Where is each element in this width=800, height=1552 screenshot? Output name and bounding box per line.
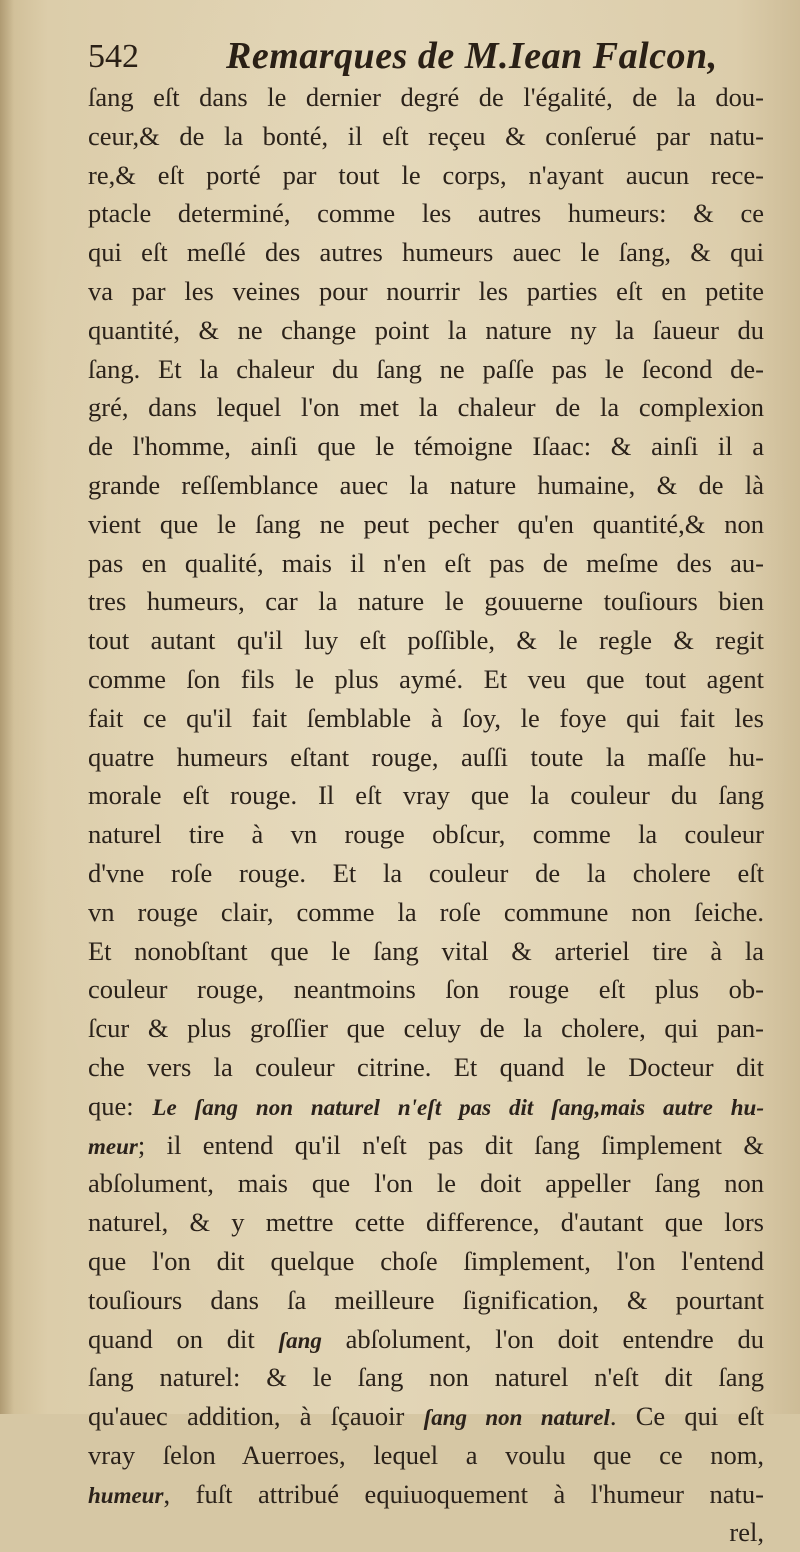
text-run: que: (88, 1090, 153, 1121)
text-line (88, 233, 764, 272)
text-run: Et nonobſtant que le ſang vital & arteriel tire à la (88, 935, 764, 966)
text-line (88, 1281, 764, 1320)
text-line (88, 505, 764, 544)
page-header (88, 28, 728, 84)
text-run: vient que le ſang ne peut pecher qu'en quantité,& non (88, 508, 764, 539)
text-line (88, 1397, 764, 1436)
text-line (88, 272, 764, 311)
text-line (88, 776, 764, 815)
text-run: abſolument, mais que l'on le doit appeller ſang non (88, 1168, 764, 1199)
text-line (88, 621, 764, 660)
text-line (88, 738, 764, 777)
text-line (88, 1048, 764, 1087)
text-line (88, 1126, 764, 1165)
running-title: Remarques de M.Iean Falcon, (226, 35, 718, 77)
text-line (88, 1203, 764, 1242)
text-run: ſang. Et la chaleur du ſang ne paſſe pas le ſecond de- (88, 353, 764, 384)
text-run: vray ſelon Auerroes, lequel a voulu que ce nom, (88, 1439, 764, 1470)
italic-text: meur (88, 1133, 138, 1159)
text-run: fait ce qu'il fait ſemblable à ſoy, le foye qui fait les (88, 702, 764, 733)
text-run: vn rouge clair, comme la roſe commune non ſeiche. (88, 896, 764, 927)
text-run: pas en qualité, mais il n'en eſt pas de meſme des au- (88, 547, 764, 578)
text-run: ſang naturel: & le ſang non naturel n'eſt dit ſang (88, 1362, 764, 1393)
text-run: re,& eſt porté par tout le corps, n'ayant aucun rece- (88, 159, 764, 190)
text-run: de l'homme, ainſi que le témoigne Iſaac: & ainſi il a (88, 431, 764, 462)
text-run: grande reſſemblance auec la nature humaine, & de là (88, 469, 764, 500)
text-run: gré, dans lequel l'on met la chaleur de la complexion (88, 392, 764, 423)
text-line (88, 194, 764, 233)
text-line (88, 78, 764, 117)
text-run: tout autant qu'il luy eſt poſſible, & le regle & regit (88, 625, 764, 656)
text-run: touſiours dans ſa meilleure ſignification, & pourtant (88, 1284, 764, 1315)
text-run: comme ſon fils le plus aymé. Et veu que tout agent (88, 663, 764, 694)
text-run: que l'on dit quelque choſe ſimplement, l'on l'entend (88, 1245, 764, 1276)
text-line (88, 582, 764, 621)
italic-text: ſang non naturel (423, 1405, 610, 1431)
text-line (88, 466, 764, 505)
text-run: d'vne roſe rouge. Et la couleur de la cholere eſt (88, 857, 764, 888)
text-line (88, 699, 764, 738)
text-run: abſolument, l'on doit entendre du (321, 1323, 764, 1354)
text-line (88, 1436, 764, 1475)
text-line (88, 932, 764, 971)
text-line (88, 350, 764, 389)
text-run: couleur rouge, neantmoins ſon rouge eſt plus ob- (88, 974, 764, 1005)
text-line (88, 156, 764, 195)
italic-text: humeur (88, 1482, 164, 1508)
text-line (88, 970, 764, 1009)
text-run: qui eſt meſlé des autres humeurs auec le ſang, & qui (88, 237, 764, 268)
text-line (88, 1164, 764, 1203)
text-line (88, 1009, 764, 1048)
text-line (88, 1320, 764, 1359)
text-run: ; il entend qu'il n'eſt pas dit ſang ſimplement & (137, 1129, 764, 1160)
body-text (88, 78, 764, 1552)
text-line (88, 311, 764, 350)
text-run: morale eſt rouge. Il eſt vray que la couleur du ſang (88, 780, 764, 811)
text-line (88, 1242, 764, 1281)
text-run: ceur,& de la bonté, il eſt reçeu & conſerué par natu- (88, 120, 764, 151)
text-line (88, 1358, 764, 1397)
page-number: 542 (88, 38, 139, 75)
text-run: ſang eſt dans le dernier degré de l'égalité, de la dou- (88, 82, 764, 112)
text-line (88, 815, 764, 854)
italic-text: ſang (278, 1327, 322, 1353)
text-run: quand on dit (88, 1323, 279, 1354)
text-run: che vers la couleur citrine. Et quand le Docteur dit (88, 1051, 764, 1082)
text-run: . Ce qui eſt (609, 1401, 765, 1432)
text-line (88, 660, 764, 699)
text-run: tres humeurs, car la nature le gouuerne touſiours bien (88, 586, 764, 617)
text-run: qu'auec addition, à ſçauoir (88, 1401, 424, 1432)
text-line (88, 854, 764, 893)
text-line (88, 893, 764, 932)
text-line (88, 388, 764, 427)
text-run: , fuſt attribué equiuoquement à l'humeur natu- (163, 1478, 764, 1509)
text-run: va par les veines pour nourrir les parties eſt en petite (88, 275, 764, 306)
text-line (88, 544, 764, 583)
text-run: quantité, & ne change point la nature ny la ſaueur du (88, 314, 764, 345)
text-line (88, 1087, 764, 1126)
text-run: ptacle determiné, comme les autres humeurs: & ce (88, 198, 764, 229)
text-line (88, 117, 764, 156)
text-line (88, 1475, 764, 1514)
text-run: ſcur & plus groſſier que celuy de la cholere, qui pan- (88, 1013, 764, 1044)
text-run: quatre humeurs eſtant rouge, auſſi toute la maſſe hu- (88, 741, 764, 772)
text-line (88, 1513, 764, 1552)
italic-text: Le ſang non naturel n'eſt pas dit ſang,mais autre hu- (152, 1094, 765, 1120)
text-run: rel, (729, 1517, 764, 1548)
text-run: naturel, & y mettre cette difference, d'autant que lors (88, 1207, 764, 1238)
text-run: naturel tire à vn rouge obſcur, comme la couleur (88, 819, 764, 850)
text-line (88, 427, 764, 466)
